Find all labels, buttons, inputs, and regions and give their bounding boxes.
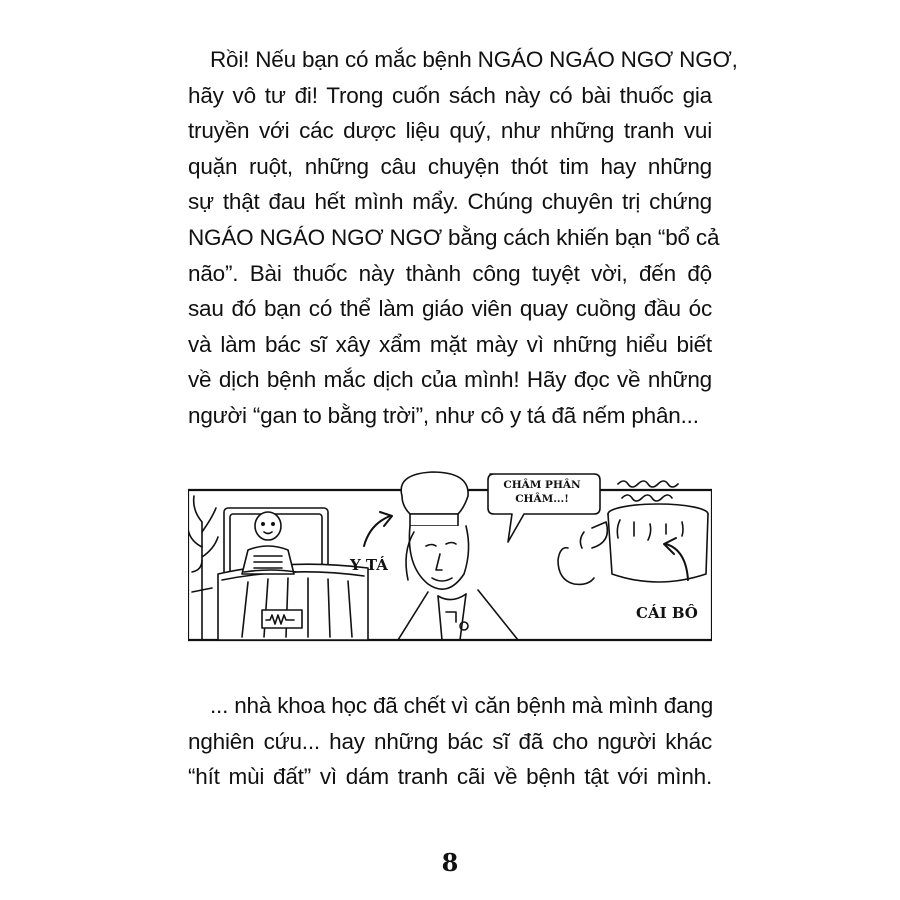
bed-icon <box>218 508 368 640</box>
page-number: 8 <box>441 848 459 877</box>
paragraph-continuation <box>188 688 712 795</box>
speech-line: CHÂM...! <box>515 493 569 505</box>
text-line: ... nhà khoa học đã chết vì căn bệnh mà mình đang <box>210 693 714 718</box>
speech-bubble-text <box>494 478 590 506</box>
text-line: hãy vô tư đi! Trong cuốn sách này có bài thuốc gia <box>188 82 712 108</box>
text-line: nghiên cứu... hay những bác sĩ đã cho người khác <box>188 728 712 754</box>
cartoon-illustration <box>188 462 712 642</box>
text-line: về dịch bệnh mắc dịch của mình! Hãy đọc về những <box>188 367 712 393</box>
text-line: quặn ruột, những câu chuyện thót tim hay những <box>188 153 712 179</box>
text-line: sự thật đau hết mình mẩy. Chúng chuyên trị chứng <box>188 189 712 215</box>
pot-label: CÁI BÔ <box>636 604 698 622</box>
paragraph-intro <box>188 42 738 434</box>
text-line: sau đó bạn có thể làm giáo viên quay cuồng đầu óc <box>188 296 712 322</box>
text-line: Rồi! Nếu bạn có mắc bệnh NGÁO NGÁO NGƠ NGƠ, <box>210 47 738 72</box>
text-line: não”. Bài thuốc này thành công tuyệt vời, đến độ <box>188 260 712 286</box>
text-line: người “gan to bằng trời”, như cô y tá đã nếm phân... <box>188 402 699 428</box>
text-line: và làm bác sĩ xây xẩm mặt mày vì những hiểu biết <box>188 331 712 357</box>
text-line: truyền với các dược liệu quý, như những tranh vui <box>188 118 712 144</box>
text-line: “hít mùi đất” vì dám tranh cãi về bệnh tật với mình. <box>188 764 712 790</box>
speech-line: CHÂM PHÂN <box>503 479 581 491</box>
nurse-label: Y TÁ <box>350 556 388 574</box>
text-line: NGÁO NGÁO NGƠ NGƠ bằng cách khiến bạn “bổ cả <box>188 224 720 250</box>
plant-icon <box>188 496 218 640</box>
